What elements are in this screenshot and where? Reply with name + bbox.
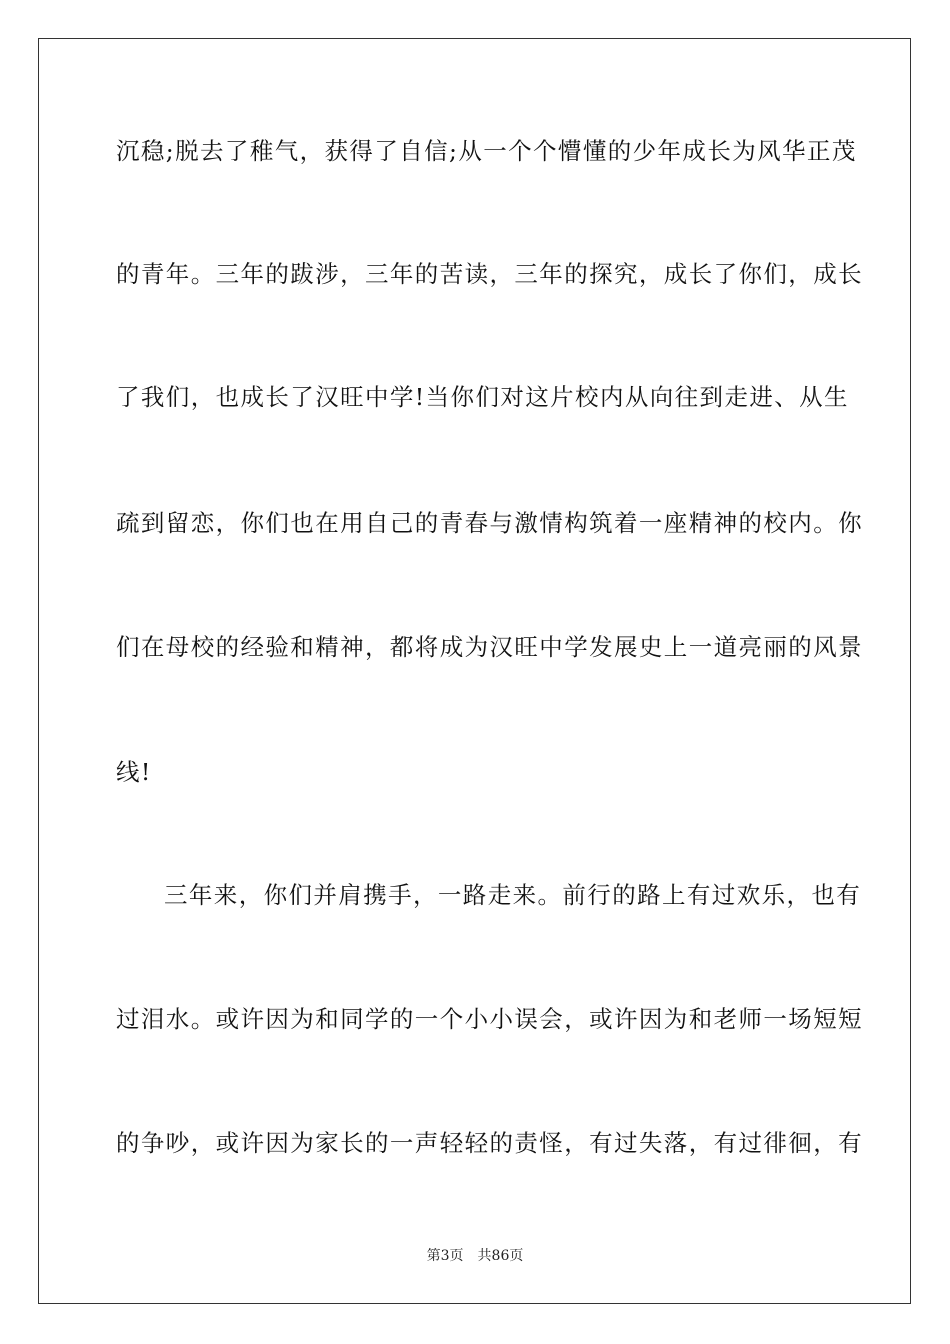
body-text-line: 疏到留恋，你们也在用自己的青春与激情构筑着一座精神的校内。你 (116, 509, 863, 537)
body-text-line: 线! (116, 758, 152, 786)
page-border (38, 38, 911, 1304)
body-text-line: 过泪水。或许因为和同学的一个小小误会，或许因为和老师一场短短 (116, 1005, 863, 1033)
page-total: 共86页 (477, 1248, 524, 1264)
body-text-line: 了我们，也成长了汉旺中学!当你们对这片校内从向往到走进、从生 (116, 383, 849, 411)
body-text-line: 们在母校的经验和精神，都将成为汉旺中学发展史上一道亮丽的风景 (116, 633, 863, 661)
paragraph-first-line: 三年来，你们并肩携手，一路走来。前行的路上有过欢乐，也有 (164, 881, 862, 909)
page-number: 第3页 (426, 1248, 464, 1264)
page-footer (0, 1246, 950, 1266)
body-text-line: 沉稳;脱去了稚气，获得了自信;从一个个懵懂的少年成长为风华正茂 (116, 137, 857, 165)
body-text-line: 的争吵，或许因为家长的一声轻轻的责怪，有过失落，有过徘徊，有 (116, 1129, 863, 1157)
body-text-line: 的青年。三年的跋涉，三年的苦读，三年的探究，成长了你们，成长 (116, 260, 863, 288)
